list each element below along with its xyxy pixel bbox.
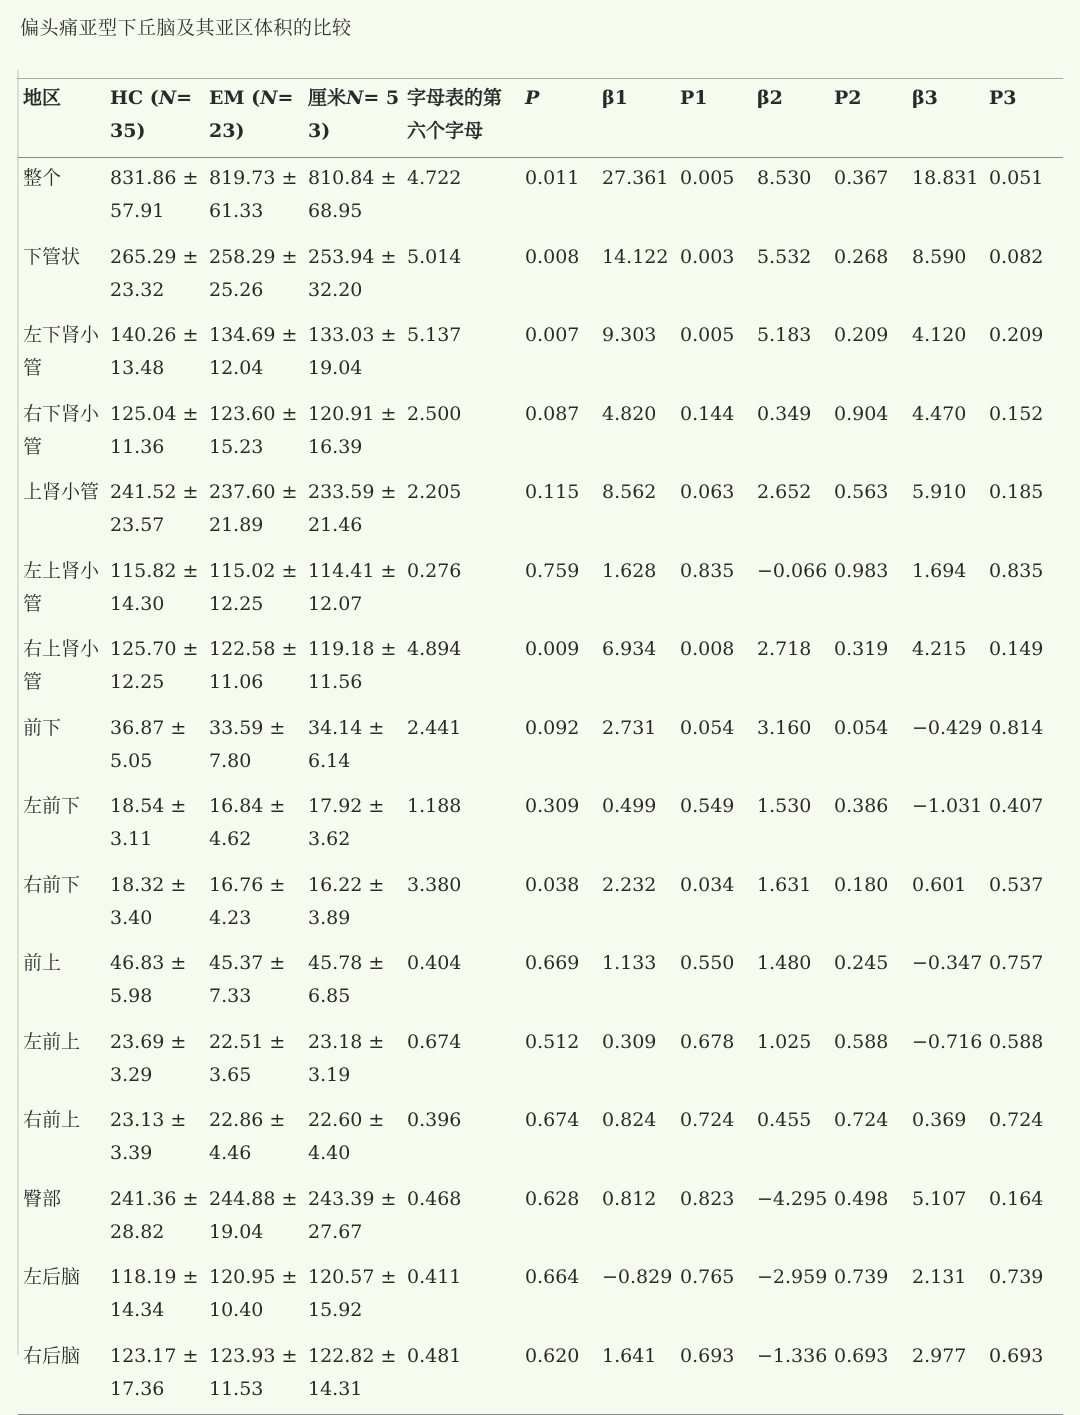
value-cell: 4.722 — [407, 167, 462, 189]
value-cell: 0.765 — [680, 1266, 735, 1288]
value-cell: 0.904 — [834, 402, 889, 425]
region-cell: 左前上 — [23, 1030, 81, 1053]
value-cell: 0.349 — [757, 402, 812, 425]
value-cell: 34.14 ± 6.14 — [308, 716, 385, 772]
value-cell: 0.011 — [525, 167, 580, 189]
value-cell: 0.003 — [680, 245, 735, 268]
value-cell: 118.19 ± 14.34 — [110, 1266, 199, 1321]
value-cell: 0.601 — [912, 873, 967, 896]
table-row — [18, 472, 1063, 551]
value-cell: 0.499 — [602, 795, 657, 817]
value-cell: 133.03 ± 19.04 — [308, 324, 397, 379]
value-cell: 0.309 — [525, 795, 580, 817]
table-body — [18, 158, 1063, 1415]
column-header-text: P3 — [989, 87, 1017, 109]
value-cell: 123.17 ± 17.36 — [105, 1336, 204, 1415]
value-cell: 0.835 — [989, 559, 1044, 582]
table-row — [18, 551, 1063, 630]
value-cell: 0.034 — [680, 873, 735, 896]
value-cell: 5.910 — [912, 481, 967, 503]
value-cell: 243.39 ± 27.67 — [308, 1187, 397, 1243]
value-cell: 120.95 ± 10.40 — [209, 1266, 298, 1321]
value-cell: 22.51 ± 3.65 — [209, 1030, 286, 1086]
value-cell: 4.215 — [912, 638, 967, 660]
value-cell: 0.369 — [912, 1109, 967, 1131]
region-cell: 右上肾小管 — [23, 638, 100, 693]
value-cell: 0.674 — [525, 1109, 580, 1131]
region-cell: 前上 — [23, 952, 62, 974]
value-cell: 16.84 ± 4.62 — [209, 795, 286, 850]
value-cell: −0.716 — [912, 1030, 983, 1053]
region-cell: 左下肾小管 — [23, 324, 100, 379]
value-cell: 9.303 — [602, 324, 657, 346]
value-cell: 0.468 — [407, 1187, 462, 1210]
value-cell: 18.54 ± 3.11 — [110, 795, 187, 850]
region-cell: 右下肾小管 — [23, 402, 100, 458]
table-row — [18, 394, 1063, 473]
value-cell: 0.309 — [602, 1030, 657, 1053]
value-cell: 253.94 ± 32.20 — [308, 245, 397, 301]
value-cell: 46.83 ± 5.98 — [110, 952, 187, 1007]
column-header — [907, 79, 984, 158]
value-cell: 0.678 — [680, 1030, 735, 1053]
column-header-italic: N — [158, 87, 177, 109]
column-header — [105, 79, 204, 158]
value-cell: 140.26 ± 13.48 — [110, 324, 199, 379]
column-header-text: EM ( — [209, 87, 261, 109]
value-cell: 1.628 — [602, 559, 657, 582]
value-cell: 2.977 — [907, 1336, 984, 1415]
value-cell: 0.669 — [525, 952, 580, 974]
column-header — [520, 79, 597, 158]
value-cell: 18.32 ± 3.40 — [110, 873, 187, 929]
value-cell: 1.133 — [602, 952, 657, 974]
value-cell: 0.693 — [675, 1336, 752, 1415]
value-cell: 265.29 ± 23.32 — [110, 245, 199, 301]
value-cell: 4.120 — [912, 324, 967, 346]
table-row — [18, 158, 1063, 237]
column-header-text: 字母表的第六个字母 — [407, 87, 503, 142]
value-cell: 120.91 ± 16.39 — [308, 402, 397, 458]
value-cell: 0.693 — [829, 1336, 907, 1415]
value-cell: −0.066 — [757, 559, 828, 582]
table-row — [18, 1179, 1063, 1258]
region-cell: 左前下 — [23, 795, 81, 817]
value-cell: 0.144 — [680, 402, 735, 425]
value-cell: 0.054 — [834, 716, 889, 739]
column-header — [984, 79, 1063, 158]
value-cell: −4.295 — [757, 1187, 828, 1210]
value-cell: 123.60 ± 15.23 — [209, 402, 298, 458]
value-cell: −1.336 — [752, 1336, 829, 1415]
value-cell: 0.724 — [834, 1109, 889, 1131]
value-cell: 0.407 — [989, 795, 1044, 817]
value-cell: 0.319 — [834, 638, 889, 660]
value-cell: 0.455 — [757, 1109, 812, 1131]
value-cell: 16.76 ± 4.23 — [209, 873, 286, 929]
value-cell: 2.441 — [407, 716, 462, 739]
value-cell: 4.470 — [912, 402, 967, 425]
value-cell: −2.959 — [757, 1266, 828, 1288]
column-header-suffix: = 35) — [110, 87, 192, 142]
column-header — [752, 79, 829, 158]
value-cell: 115.02 ± 12.25 — [209, 559, 298, 615]
value-cell: 0.038 — [525, 873, 580, 896]
value-cell: 1.694 — [912, 559, 967, 582]
value-cell: 23.13 ± 3.39 — [110, 1109, 187, 1164]
value-cell: 0.007 — [525, 324, 580, 346]
value-cell: 0.498 — [834, 1187, 889, 1210]
value-cell: 33.59 ± 7.80 — [209, 716, 286, 772]
value-cell: 0.664 — [525, 1266, 580, 1288]
value-cell: 45.37 ± 7.33 — [209, 952, 286, 1007]
column-header-text: β3 — [912, 87, 938, 109]
value-cell: 0.276 — [407, 559, 462, 582]
value-cell: 36.87 ± 5.05 — [110, 716, 187, 772]
value-cell: 0.759 — [525, 559, 580, 582]
value-cell: 0.814 — [989, 716, 1044, 739]
value-cell: 1.188 — [407, 795, 462, 817]
value-cell: 0.386 — [834, 795, 889, 817]
region-cell: 右前上 — [23, 1109, 81, 1131]
value-cell: −0.429 — [912, 716, 983, 739]
value-cell: 0.549 — [680, 795, 735, 817]
table-header-row — [18, 79, 1063, 158]
column-header — [829, 79, 907, 158]
region-cell: 左后脑 — [23, 1266, 81, 1288]
value-cell: 0.823 — [680, 1187, 735, 1210]
table-row — [18, 708, 1063, 787]
value-cell: 0.550 — [680, 952, 735, 974]
value-cell: 0.396 — [407, 1109, 462, 1131]
value-cell: 22.86 ± 4.46 — [209, 1109, 286, 1164]
value-cell: 134.69 ± 12.04 — [209, 324, 298, 379]
column-header-text: β1 — [602, 87, 628, 109]
value-cell: 0.835 — [680, 559, 735, 582]
value-cell: 0.063 — [680, 481, 735, 503]
value-cell: 0.054 — [680, 716, 735, 739]
value-cell: 0.367 — [834, 167, 889, 189]
value-cell: 0.245 — [834, 952, 889, 974]
value-cell: 0.588 — [989, 1030, 1044, 1053]
value-cell: 0.724 — [680, 1109, 735, 1131]
value-cell: 0.051 — [989, 167, 1044, 189]
table-row — [18, 315, 1063, 394]
value-cell: 0.152 — [989, 402, 1044, 425]
value-cell: 2.232 — [602, 873, 657, 896]
column-header — [597, 79, 675, 158]
value-cell: 115.82 ± 14.30 — [110, 559, 199, 615]
value-cell: 0.180 — [834, 873, 889, 896]
value-cell: 0.087 — [525, 402, 580, 425]
value-cell: 241.36 ± 28.82 — [110, 1187, 199, 1243]
value-cell: 5.107 — [912, 1187, 967, 1210]
value-cell: 0.268 — [834, 245, 889, 268]
value-cell: 18.831 — [912, 167, 979, 189]
table-row — [18, 237, 1063, 316]
value-cell: 0.411 — [407, 1266, 462, 1288]
table-row — [18, 1022, 1063, 1101]
value-cell: 22.60 ± 4.40 — [308, 1109, 385, 1164]
value-cell: 6.934 — [602, 638, 657, 660]
region-cell: 左上肾小管 — [23, 559, 100, 615]
value-cell: 119.18 ± 11.56 — [308, 638, 397, 693]
value-cell: 0.008 — [525, 245, 580, 268]
value-cell: 1.530 — [757, 795, 812, 817]
value-cell: 0.082 — [989, 245, 1044, 268]
column-header-italic: N — [346, 87, 364, 109]
value-cell: 0.185 — [989, 481, 1044, 503]
value-cell: 0.588 — [834, 1030, 889, 1053]
column-header-text: HC ( — [110, 87, 159, 109]
value-cell: 0.739 — [834, 1266, 889, 1288]
region-cell: 臀部 — [23, 1187, 62, 1210]
value-cell: 8.590 — [912, 245, 967, 268]
value-cell: 2.131 — [912, 1266, 967, 1288]
value-cell: 3.380 — [407, 873, 462, 896]
value-cell: 8.530 — [757, 167, 812, 189]
value-cell: 4.894 — [407, 638, 462, 660]
table-row — [18, 943, 1063, 1022]
value-cell: 258.29 ± 25.26 — [209, 245, 298, 301]
value-cell: 0.537 — [989, 873, 1044, 896]
value-cell: 27.361 — [602, 167, 669, 189]
value-cell: 3.160 — [757, 716, 812, 739]
region-cell: 右后脑 — [18, 1336, 105, 1415]
value-cell: 0.005 — [680, 167, 735, 189]
value-cell: 831.86 ± 57.91 — [110, 167, 199, 222]
value-cell: 233.59 ± 21.46 — [308, 481, 397, 536]
value-cell: 2.652 — [757, 481, 812, 503]
value-cell: −0.829 — [602, 1266, 673, 1288]
value-cell: 0.404 — [407, 952, 462, 974]
value-cell: 0.693 — [984, 1336, 1063, 1415]
value-cell: 4.820 — [602, 402, 657, 425]
column-header-italic: N — [260, 87, 278, 109]
region-cell: 整个 — [23, 167, 62, 189]
column-header-suffix: = 23) — [209, 87, 294, 142]
column-header — [675, 79, 752, 158]
value-cell: 1.480 — [757, 952, 812, 974]
value-cell: 5.532 — [757, 245, 812, 268]
value-cell: 0.757 — [989, 952, 1044, 974]
table-row — [18, 786, 1063, 865]
column-header-text: 地区 — [23, 87, 62, 109]
value-cell: 5.137 — [407, 324, 462, 346]
column-header-text: P2 — [834, 87, 862, 109]
region-cell: 上肾小管 — [23, 481, 100, 503]
value-cell: 0.983 — [834, 559, 889, 582]
column-header — [402, 79, 520, 158]
value-cell: 0.739 — [989, 1266, 1044, 1288]
value-cell: 45.78 ± 6.85 — [308, 952, 385, 1007]
value-cell: 122.82 ± 14.31 — [303, 1336, 402, 1415]
value-cell: 0.512 — [525, 1030, 580, 1053]
column-header — [204, 79, 303, 158]
value-cell: 0.149 — [989, 638, 1044, 660]
value-cell: 23.69 ± 3.29 — [110, 1030, 187, 1086]
value-cell: 2.205 — [407, 481, 462, 503]
value-cell: 237.60 ± 21.89 — [209, 481, 298, 536]
value-cell: 0.005 — [680, 324, 735, 346]
value-cell: 0.674 — [407, 1030, 462, 1053]
value-cell: 0.724 — [989, 1109, 1044, 1131]
table-caption: 偏头痛亚型下丘脑及其亚区体积的比较 — [20, 17, 352, 39]
column-header-text: P1 — [680, 87, 708, 109]
value-cell: 120.57 ± 15.92 — [308, 1266, 397, 1321]
value-cell: 1.631 — [757, 873, 812, 896]
value-cell: 23.18 ± 3.19 — [308, 1030, 385, 1086]
column-header — [18, 79, 105, 158]
value-cell: 2.718 — [757, 638, 812, 660]
value-cell: 123.93 ± 11.53 — [204, 1336, 303, 1415]
table-row — [18, 1257, 1063, 1336]
value-cell: 114.41 ± 12.07 — [308, 559, 397, 615]
value-cell: 2.500 — [407, 402, 462, 425]
table-row — [18, 1100, 1063, 1179]
value-cell: 241.52 ± 23.57 — [110, 481, 199, 536]
value-cell: 0.620 — [520, 1336, 597, 1415]
value-cell: 0.209 — [989, 324, 1044, 346]
value-cell: 810.84 ± 68.95 — [308, 167, 397, 222]
value-cell: −0.347 — [912, 952, 983, 974]
column-header-text: 厘米 — [308, 87, 347, 109]
column-header — [303, 79, 402, 158]
value-cell: 16.22 ± 3.89 — [308, 873, 385, 929]
column-header-italic: P — [525, 87, 540, 109]
value-cell: −1.031 — [912, 795, 983, 817]
value-cell: 14.122 — [602, 245, 669, 268]
value-cell: 0.628 — [525, 1187, 580, 1210]
value-cell: 5.183 — [757, 324, 812, 346]
value-cell: 122.58 ± 11.06 — [209, 638, 298, 693]
value-cell: 1.641 — [597, 1336, 675, 1415]
hypothalamus-volume-table — [18, 79, 1063, 1415]
value-cell: 8.562 — [602, 481, 657, 503]
value-cell: 819.73 ± 61.33 — [209, 167, 298, 222]
value-cell: 2.731 — [602, 716, 657, 739]
value-cell: 0.092 — [525, 716, 580, 739]
value-cell: 125.70 ± 12.25 — [110, 638, 199, 693]
value-cell: 1.025 — [757, 1030, 812, 1053]
value-cell: 5.014 — [407, 245, 462, 268]
region-cell: 右前下 — [23, 873, 81, 896]
value-cell: 17.92 ± 3.62 — [308, 795, 385, 850]
region-cell: 下管状 — [23, 245, 81, 268]
table-row — [18, 865, 1063, 944]
table-row — [18, 1336, 1063, 1415]
value-cell: 0.209 — [834, 324, 889, 346]
region-cell: 前下 — [23, 716, 62, 739]
value-cell: 0.164 — [989, 1187, 1044, 1210]
column-header-text: β2 — [757, 87, 783, 109]
value-cell: 0.115 — [525, 481, 580, 503]
value-cell: 0.009 — [525, 638, 580, 660]
column-header-suffix: = 53) — [308, 87, 400, 142]
value-cell: 0.481 — [402, 1336, 520, 1415]
value-cell: 244.88 ± 19.04 — [209, 1187, 298, 1243]
value-cell: 0.563 — [834, 481, 889, 503]
value-cell: 0.008 — [680, 638, 735, 660]
value-cell: 0.824 — [602, 1109, 657, 1131]
table-row — [18, 629, 1063, 708]
value-cell: 125.04 ± 11.36 — [110, 402, 199, 458]
value-cell: 0.812 — [602, 1187, 657, 1210]
